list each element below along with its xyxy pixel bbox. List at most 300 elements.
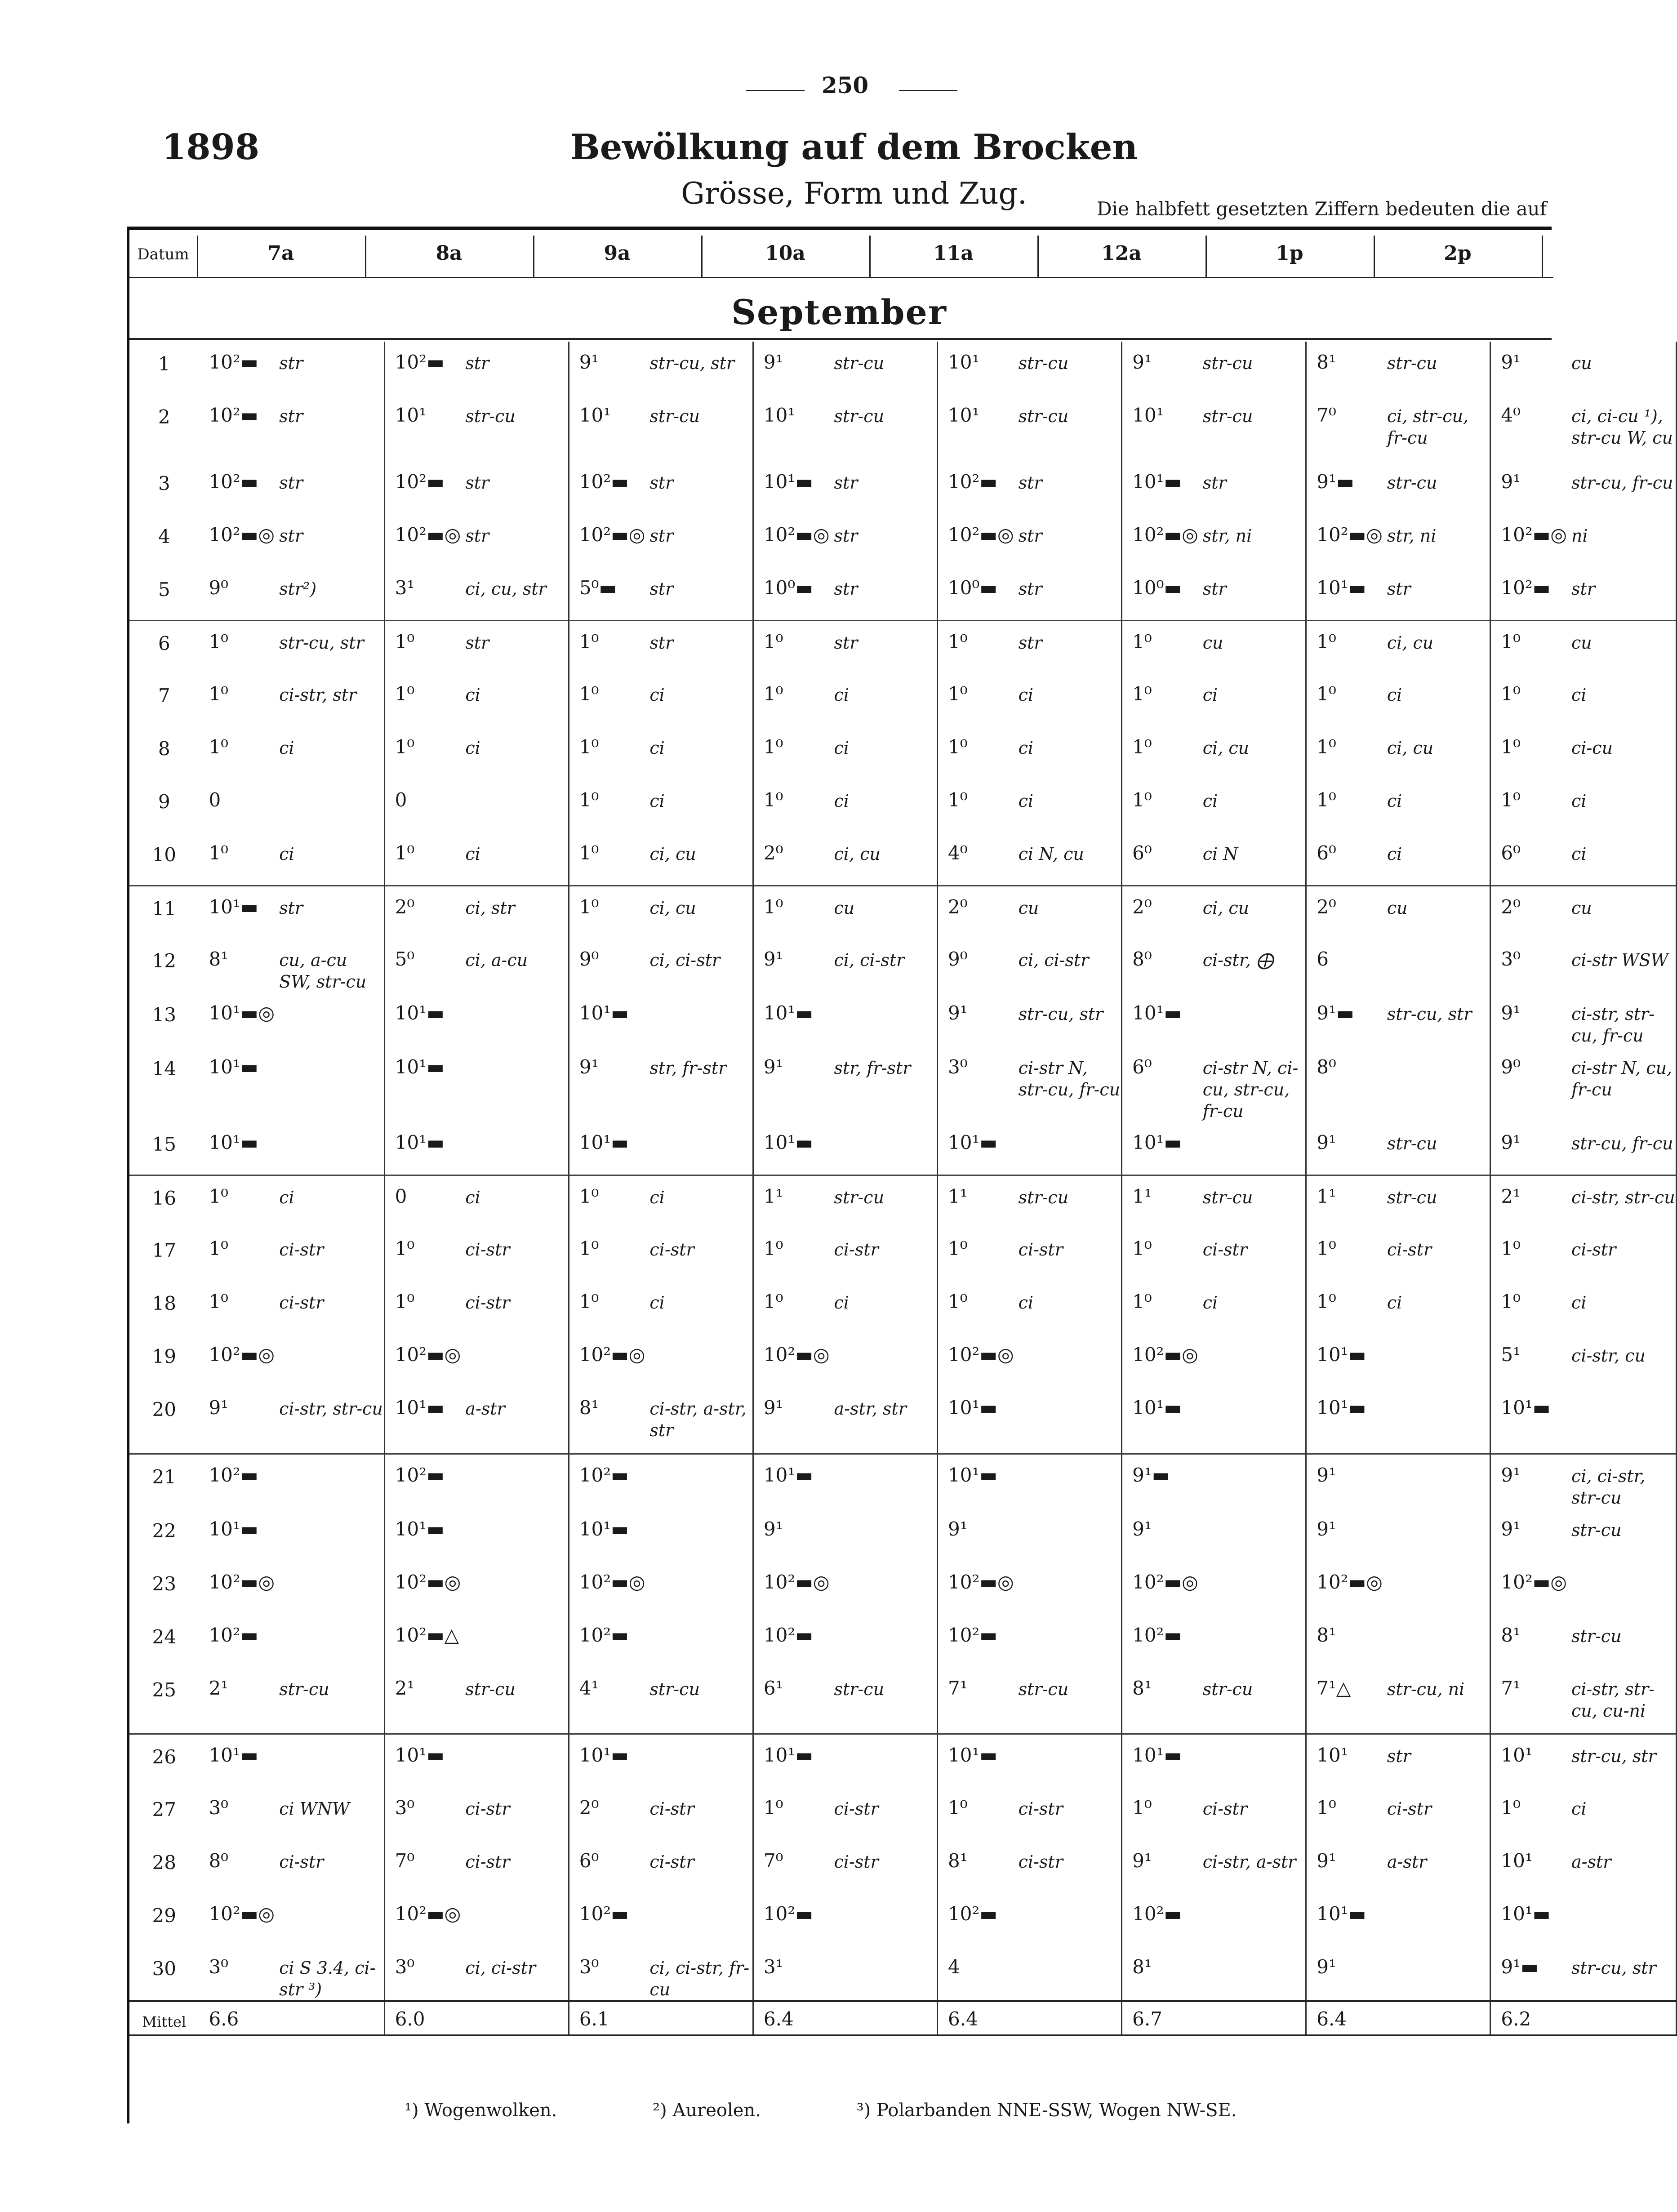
cloud-form: [830, 1562, 938, 1615]
cloud-form: str: [830, 620, 938, 673]
cloud-form: [275, 1334, 384, 1387]
cloud-form: str-cu, str: [645, 342, 753, 395]
cloud-amount: 10¹: [1501, 1849, 1533, 1872]
column-header-8a: 8a: [436, 242, 463, 265]
cloud-form: [1198, 1509, 1306, 1562]
cloud-form: ci-str: [1383, 1228, 1490, 1281]
cloud-amount: 4⁰: [948, 842, 968, 864]
cloud-form: [1198, 1734, 1306, 1787]
cloud-form: a-str: [1567, 1840, 1676, 1893]
cloud-form: ci: [830, 673, 938, 726]
cloud-amount: 10²▬: [763, 1902, 813, 1925]
cloud-form: ci-str: [645, 1228, 753, 1281]
cloud-form: ci, str: [461, 886, 569, 939]
table-row: [129, 1787, 1677, 1840]
cloud-amount: 6¹: [763, 1677, 783, 1699]
cloud-amount: 7¹: [948, 1677, 968, 1699]
cloud-amount: 9¹: [1490, 1454, 1567, 1509]
column-header-1p: 1p: [1276, 242, 1303, 265]
cloud-amount: 10⁰▬: [1132, 577, 1182, 599]
cloud-amount: 1⁰: [579, 683, 599, 705]
cloud-form: [1014, 1509, 1122, 1562]
cloud-form: [461, 1122, 569, 1175]
cloud-form: ci, ci-str: [461, 1946, 569, 2001]
cloud-form: [275, 779, 384, 832]
table-row: [129, 1734, 1677, 1787]
cloud-amount: 10¹▬: [199, 1734, 275, 1787]
cloud-form: [275, 993, 384, 1046]
cloud-amount: 1⁰: [395, 1291, 415, 1313]
column-header-9a: 9a: [604, 242, 631, 265]
cloud-form: ci-str: [275, 1228, 384, 1281]
cloud-amount: 2⁰: [763, 842, 783, 864]
cloud-amount: 9¹▬: [1317, 1002, 1354, 1024]
cloud-amount: 10²▬◎: [209, 1571, 275, 1593]
mittel-value: 6.1: [569, 2001, 645, 2035]
cloud-amount: 1⁰: [1132, 1237, 1152, 1260]
table-row: [129, 1122, 1677, 1175]
cloud-form: str-cu: [830, 1668, 938, 1734]
cloud-form: str-cu, ni: [1383, 1668, 1490, 1734]
cloud-form: [275, 1615, 384, 1668]
mittel-blank: [275, 2001, 384, 2035]
cloud-amount: 1⁰: [395, 842, 415, 864]
cloud-amount: 1⁰: [569, 620, 645, 673]
cloud-amount: 10¹▬: [1317, 1344, 1366, 1366]
table-body: [129, 342, 1677, 2035]
cloud-amount: 6: [1317, 948, 1329, 970]
cloud-amount: 10¹▬: [1122, 1734, 1198, 1787]
cloud-amount: 8¹: [1132, 1677, 1152, 1699]
day-number: 14: [152, 1058, 176, 1080]
cloud-form: ci: [1567, 673, 1676, 726]
cloud-amount: 4: [948, 1955, 960, 1978]
day-number: 19: [152, 1345, 176, 1367]
cloud-form: ci, cu: [1383, 620, 1490, 673]
table-row: [129, 395, 1677, 461]
cloud-amount: 10¹▬: [579, 1131, 629, 1153]
cloud-form: str: [1014, 461, 1122, 514]
cloud-amount: 9¹: [209, 1397, 228, 1419]
cloud-form: a-str: [461, 1387, 569, 1454]
cloud-amount: 8¹: [1501, 1624, 1521, 1646]
cloud-form: ci: [1198, 779, 1306, 832]
day-number: 25: [152, 1678, 176, 1701]
day-number: 12: [152, 950, 176, 972]
cloud-form: str: [1014, 514, 1122, 567]
cloud-amount: 1⁰: [569, 1175, 645, 1228]
mittel-value: 6.4: [753, 2001, 829, 2035]
cloud-amount: 1⁰: [209, 1291, 228, 1313]
cloud-form: ci: [1014, 673, 1122, 726]
cloud-amount: 1⁰: [948, 1796, 968, 1819]
cloud-amount: 10¹▬: [569, 1734, 645, 1787]
cloud-form: str-cu: [461, 1668, 569, 1734]
cloud-form: ci, cu: [830, 832, 938, 886]
cloud-amount: 1⁰: [763, 736, 783, 758]
cloud-amount: 1⁰: [1501, 1796, 1521, 1819]
cloud-amount: 10¹▬: [1132, 471, 1182, 493]
cloud-form: str-cu: [830, 342, 938, 395]
cloud-amount: 1⁰: [579, 736, 599, 758]
cloud-form: ci: [1383, 1281, 1490, 1334]
cloud-amount: 9¹: [948, 1518, 968, 1540]
table-row: [129, 1509, 1677, 1562]
mittel-label: Mittel: [129, 2001, 199, 2035]
cloud-form: str: [645, 620, 753, 673]
cloud-amount: 1⁰: [1490, 620, 1567, 673]
table-row: [129, 567, 1677, 620]
day-number: 24: [152, 1625, 176, 1648]
cloud-amount: 0: [395, 789, 407, 811]
cloud-form: cu, a-cu SW, str-cu: [275, 939, 384, 993]
cloud-amount: 10¹: [1306, 1734, 1383, 1787]
cloud-amount: 1⁰: [1132, 683, 1152, 705]
cloud-form: cu: [1014, 886, 1122, 939]
cloud-form: str-cu: [645, 1668, 753, 1734]
cloud-form: [1198, 1946, 1306, 2001]
cloud-amount: 10¹: [395, 404, 427, 426]
cloud-amount: 1⁰: [763, 789, 783, 811]
day-number: 13: [152, 1004, 176, 1026]
cloud-form: [1198, 1562, 1306, 1615]
cloud-form: [645, 1334, 753, 1387]
cloud-form: ci, cu: [645, 832, 753, 886]
cloud-form: [1383, 1893, 1490, 1946]
cloud-form: str: [461, 461, 569, 514]
cloud-form: [1383, 1046, 1490, 1122]
cloud-amount: 1⁰: [1501, 1291, 1521, 1313]
cloud-form: ci-str N, cu, fr-cu: [1567, 1046, 1676, 1122]
cloud-form: ci: [830, 726, 938, 779]
cloud-form: cu: [1567, 620, 1676, 673]
table-row: [129, 1562, 1677, 1615]
cloud-form: ci: [1383, 832, 1490, 886]
cloud-amount: 9¹: [1132, 1518, 1152, 1540]
cloud-form: ci: [275, 1175, 384, 1228]
cloud-amount: 2⁰: [579, 1796, 599, 1819]
cloud-form: [645, 1122, 753, 1175]
cloud-amount: 10¹: [1490, 1734, 1567, 1787]
cloud-form: str-cu, str: [1383, 993, 1490, 1046]
cloud-form: ci: [1567, 1281, 1676, 1334]
day-number: 30: [152, 1957, 176, 1980]
cloud-amount: 1⁰: [209, 736, 228, 758]
cloud-amount: 9¹: [1501, 471, 1521, 493]
cloud-amount: 1⁰: [209, 683, 228, 705]
cloud-form: str: [1383, 1734, 1490, 1787]
cloud-form: [1383, 1615, 1490, 1668]
cloud-form: ci-str: [645, 1787, 753, 1840]
cloud-form: [461, 779, 569, 832]
cloud-amount: 10¹▬: [579, 1518, 629, 1540]
cloud-amount: 3¹: [763, 1955, 783, 1978]
cloud-amount: 10¹▬: [763, 471, 813, 493]
cloud-form: ci-str, str-cu, cu-ni: [1567, 1668, 1676, 1734]
cloud-table: [129, 342, 1677, 2036]
day-number: 23: [152, 1572, 176, 1595]
day-number: 26: [129, 1734, 199, 1787]
cloud-amount: 10¹▬: [1132, 1397, 1182, 1419]
cloud-amount: 8¹: [1317, 351, 1336, 373]
cloud-amount: 1⁰: [753, 620, 829, 673]
cloud-form: ci-str: [830, 1840, 938, 1893]
cloud-form: [1383, 1946, 1490, 2001]
cloud-amount: 10²▬: [579, 1624, 629, 1646]
cloud-form: ci-str: [1198, 1228, 1306, 1281]
mittel-blank: [830, 2001, 938, 2035]
table-row: [129, 1615, 1677, 1668]
cloud-amount: 8¹: [1132, 1955, 1152, 1978]
cloud-amount: 1⁰: [579, 1237, 599, 1260]
cloud-form: ci, ci-str: [830, 939, 938, 993]
cloud-amount: 9¹: [1317, 1955, 1336, 1978]
cloud-form: [461, 1454, 569, 1509]
frame-top-rule: [127, 227, 1552, 230]
cloud-amount: 3⁰: [395, 1955, 415, 1978]
cloud-form: [830, 1509, 938, 1562]
cloud-amount: 9¹: [763, 1518, 783, 1540]
cloud-amount: 9¹: [1317, 1849, 1336, 1872]
cloud-form: ci: [1383, 779, 1490, 832]
month-heading: September: [731, 292, 947, 332]
column-divider: [1542, 236, 1543, 277]
table-row: [129, 1334, 1677, 1387]
cloud-amount: 10²▬: [1501, 577, 1551, 599]
cloud-amount: 2⁰: [384, 886, 461, 939]
cloud-form: str: [461, 620, 569, 673]
cloud-amount: 10¹▬: [1317, 1397, 1366, 1419]
cloud-form: ci, ci-str, fr-cu: [645, 1946, 753, 2001]
mittel-blank: [1198, 2001, 1306, 2035]
day-number: 8: [158, 738, 170, 760]
day-number: 22: [152, 1519, 176, 1542]
mittel-value: 6.7: [1122, 2001, 1198, 2035]
cloud-amount: 6⁰: [579, 1849, 599, 1872]
cloud-form: cu: [830, 886, 938, 939]
cloud-form: str, fr-str: [645, 1046, 753, 1122]
cloud-amount: 3⁰: [395, 1796, 415, 1819]
cloud-form: ci, cu: [1198, 886, 1306, 939]
cloud-amount: 2⁰: [1122, 886, 1198, 939]
cloud-form: [830, 1615, 938, 1668]
mittel-value: 6.0: [384, 2001, 461, 2035]
cloud-amount: 3⁰: [209, 1955, 228, 1978]
cloud-form: ci-str: [1014, 1840, 1122, 1893]
cloud-amount: 10¹▬: [579, 1002, 629, 1024]
cloud-form: ci: [830, 1281, 938, 1334]
cloud-form: ci-str: [461, 1228, 569, 1281]
table-row: [129, 514, 1677, 567]
cloud-amount: 1⁰: [1317, 1237, 1336, 1260]
cloud-amount: 10⁰▬: [948, 577, 997, 599]
cloud-amount: 10²▬: [209, 471, 258, 493]
table-row: [129, 673, 1677, 726]
cloud-amount: 10²▬◎: [948, 524, 1014, 546]
cloud-form: str-cu: [830, 395, 938, 461]
cloud-form: [1383, 939, 1490, 993]
cloud-amount: 7¹: [1501, 1677, 1521, 1699]
cloud-amount: 1⁰: [938, 620, 1014, 673]
cloud-form: [1014, 1893, 1122, 1946]
cloud-amount: 2¹: [209, 1677, 228, 1699]
cloud-amount: 8¹: [209, 948, 228, 970]
cloud-amount: 9¹: [1501, 1518, 1521, 1540]
cloud-amount: 10²▬: [948, 471, 997, 493]
mittel-blank: [1567, 2001, 1676, 2035]
cloud-amount: 9¹: [1501, 351, 1521, 373]
cloud-amount: 1⁰: [1317, 789, 1336, 811]
cloud-amount: 1⁰: [1317, 1291, 1336, 1313]
cloud-form: str²): [275, 567, 384, 620]
table-row: [129, 1281, 1677, 1334]
cloud-amount: 9¹: [1501, 1002, 1521, 1024]
footnote-3: ³) Polarbanden NNE-SSW, Wogen NW-SE.: [856, 2100, 1237, 2121]
cloud-amount: 10¹▬◎: [209, 1002, 275, 1024]
page-number-rule-right: [899, 90, 957, 91]
cloud-amount: 1⁰: [1132, 789, 1152, 811]
cloud-amount: 10²▬◎: [763, 524, 830, 546]
cloud-form: str-cu, str: [1014, 993, 1122, 1046]
cloud-amount: 1⁰: [1132, 736, 1152, 758]
cloud-form: ci-str, a-str: [1198, 1840, 1306, 1893]
mittel-blank: [1383, 2001, 1490, 2035]
cloud-form: ci-str: [1383, 1787, 1490, 1840]
cloud-amount: 9¹: [1501, 1131, 1521, 1153]
cloud-form: ci: [645, 673, 753, 726]
cloud-amount: 10¹: [948, 404, 980, 426]
table-row: [129, 726, 1677, 779]
cloud-form: str-cu: [830, 1175, 938, 1228]
cloud-amount: 9¹: [1317, 1131, 1336, 1153]
day-number: 3: [158, 472, 170, 494]
day-number: 4: [158, 525, 170, 547]
cloud-form: ci: [461, 673, 569, 726]
cloud-form: [1567, 1562, 1676, 1615]
cloud-form: str: [275, 461, 384, 514]
table-row: [129, 1454, 1677, 1509]
day-number: 27: [152, 1798, 176, 1820]
cloud-amount: 1⁰: [1306, 620, 1383, 673]
cloud-amount: 10²▬◎: [1132, 524, 1198, 546]
cloud-amount: 1⁰: [1501, 683, 1521, 705]
cloud-amount: 10¹▬: [948, 1131, 997, 1153]
cloud-form: ci: [645, 1175, 753, 1228]
cloud-form: [1014, 1562, 1122, 1615]
cloud-amount: 1⁰: [1501, 736, 1521, 758]
cloud-amount: 10²▬: [948, 1902, 997, 1925]
cloud-amount: 10¹▬: [1317, 1902, 1366, 1925]
cloud-form: str-cu, str: [1567, 1946, 1676, 2001]
cloud-form: str-cu, fr-cu: [1567, 461, 1676, 514]
cloud-form: [1198, 993, 1306, 1046]
cloud-form: ci, ci-str: [645, 939, 753, 993]
cloud-form: [1014, 1122, 1122, 1175]
cloud-form: [645, 1893, 753, 1946]
cloud-form: a-str: [1383, 1840, 1490, 1893]
cloud-amount: 1⁰: [763, 683, 783, 705]
cloud-form: ci S 3.4, ci-str ³): [275, 1946, 384, 2001]
cloud-form: str: [275, 395, 384, 461]
day-number: 11: [129, 886, 199, 939]
cloud-form: [645, 1734, 753, 1787]
cloud-amount: 1⁰: [395, 683, 415, 705]
cloud-form: [1198, 1334, 1306, 1387]
cloud-form: [1383, 1562, 1490, 1615]
cloud-form: str: [1014, 567, 1122, 620]
cloud-amount: 10²▬◎: [1132, 1571, 1198, 1593]
cloud-form: ci: [461, 1175, 569, 1228]
cloud-amount: 0: [209, 789, 221, 811]
cloud-form: str-cu: [1383, 1175, 1490, 1228]
cloud-amount: 3⁰: [579, 1955, 599, 1978]
cloud-form: ci, ci-str, str-cu: [1567, 1454, 1676, 1509]
cloud-amount: 9¹: [948, 1002, 968, 1024]
cloud-form: ci: [1014, 779, 1122, 832]
day-number: 5: [158, 579, 170, 601]
cloud-amount: 9¹▬: [1317, 471, 1354, 493]
cloud-amount: 10¹▬: [395, 1056, 445, 1078]
cloud-amount: 10¹▬: [1317, 577, 1366, 599]
cloud-form: str-cu: [1567, 1509, 1676, 1562]
cloud-amount: 2¹: [395, 1677, 415, 1699]
column-header-7a: 7a: [267, 242, 294, 265]
cloud-form: str-cu, str: [1567, 1734, 1676, 1787]
cloud-amount: 1⁰: [1132, 1796, 1152, 1819]
cloud-form: ci-str: [1198, 1787, 1306, 1840]
cloud-form: ci: [1198, 673, 1306, 726]
cloud-form: ci-str, str-cu, fr-cu: [1567, 993, 1676, 1046]
cloud-form: ci-cu: [1567, 726, 1676, 779]
cloud-form: ci: [645, 779, 753, 832]
cloud-amount: 10¹▬: [1501, 1397, 1551, 1419]
month-rule: [129, 338, 1552, 340]
cloud-form: str: [1383, 567, 1490, 620]
cloud-amount: 10²▬△: [395, 1624, 459, 1646]
cloud-amount: 8⁰: [1317, 1056, 1336, 1078]
cloud-amount: 1⁰: [1317, 1796, 1336, 1819]
table-row: [129, 1668, 1677, 1734]
cloud-amount: 10¹: [763, 404, 796, 426]
cloud-amount: 10¹▬: [753, 1734, 829, 1787]
day-number: 10: [152, 844, 176, 866]
cloud-form: [461, 1334, 569, 1387]
cloud-form: ci: [461, 726, 569, 779]
cloud-form: [275, 1893, 384, 1946]
cloud-amount: 10¹▬: [209, 1518, 258, 1540]
cloud-form: ci-str: [461, 1281, 569, 1334]
cloud-form: ci: [275, 726, 384, 779]
table-row: [129, 939, 1677, 993]
cloud-form: str-cu: [1014, 342, 1122, 395]
cloud-form: ci-str: [461, 1787, 569, 1840]
cloud-form: ci-str, cu: [1567, 1334, 1676, 1387]
cloud-form: [1198, 1387, 1306, 1454]
cloud-amount: 10²▬: [948, 1624, 997, 1646]
cloud-amount: 9¹: [763, 948, 783, 970]
cloud-amount: 1⁰: [569, 886, 645, 939]
cloud-form: [461, 1615, 569, 1668]
cloud-form: str-cu: [1014, 395, 1122, 461]
cloud-amount: 1⁰: [395, 1237, 415, 1260]
cloud-amount: 10¹▬: [938, 1734, 1014, 1787]
cloud-form: str-cu: [1198, 342, 1306, 395]
cloud-form: str: [461, 514, 569, 567]
cloud-form: str: [1567, 567, 1676, 620]
cloud-amount: 9¹: [1132, 351, 1152, 373]
cloud-amount: 10¹▬: [1132, 1131, 1182, 1153]
cloud-form: str: [275, 514, 384, 567]
